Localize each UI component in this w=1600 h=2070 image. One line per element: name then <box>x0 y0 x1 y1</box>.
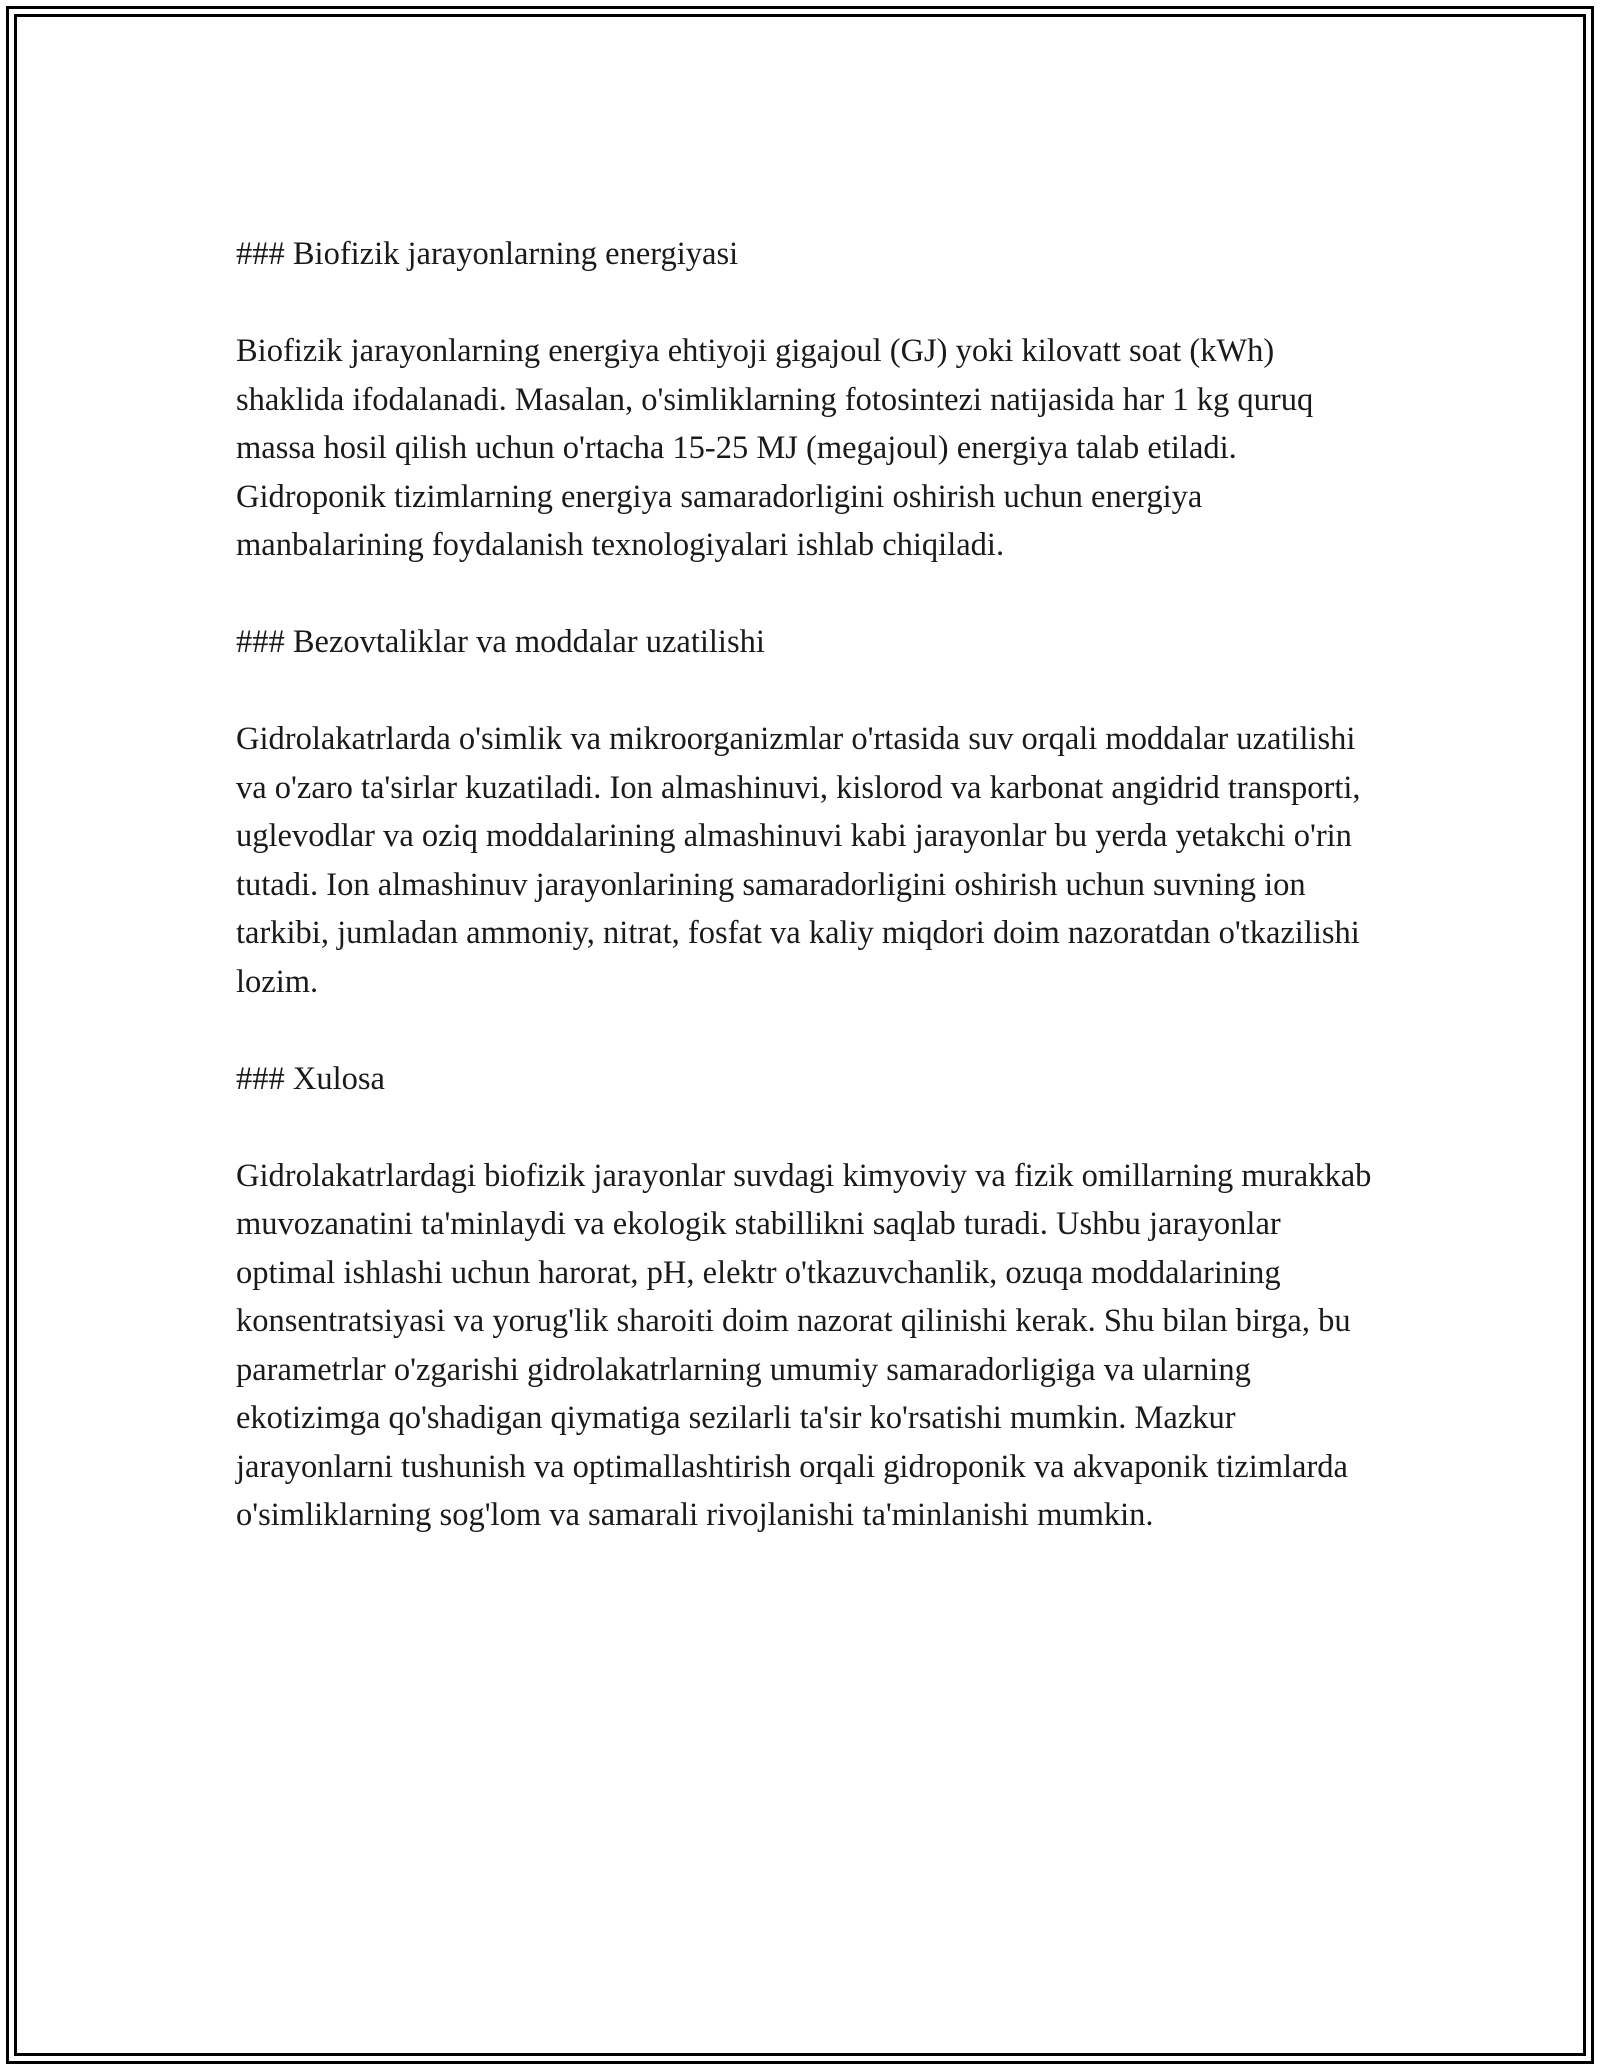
section-heading-conclusion: ### Xulosa <box>236 1060 385 1097</box>
section-paragraph-energy: Biofizik jarayonlarning energiya ehtiyoji gigajoul (GJ) yoki kilovatt soat (kWh) shaklida ifodalanadi. Masalan, o'simliklarning fotosintezi natijasida har 1 kg quruq massa hosil qilish uchun o'rtacha 15-25 MJ (megajoul) energiya talab etiladi. Gidroponik tizimlarning energiya samaradorligini oshirish uchun energiya manbalarining foydalanish texnologiyalari ishlab chiqiladi. <box>236 333 1314 563</box>
section-paragraph-transfer: Gidrolakatrlarda o'simlik va mikroorganizmlar o'rtasida suv orqali moddalar uzatilishi va o'zaro ta'sirlar kuzatiladi. Ion almashinuvi, kislorod va karbonat angidrid transporti, uglevodlar va oziq moddalarining almashinuvi kabi jarayonlar bu yerda yetakchi o'rin tutadi. Ion almashinuv jarayonlarining samaradorligini oshirish uchun suvning ion tarkibi, jumladan ammoniy, nitrat, fosfat va kaliy miqdori doim nazoratdan o'tkazilishi lozim. <box>236 721 1361 1000</box>
section-paragraph-conclusion: Gidrolakatrlardagi biofizik jarayonlar suvdagi kimyoviy va fizik omillarning murakkab muvozanatini ta'minlaydi va ekologik stabillikni saqlab turadi. Ushbu jarayonlar optimal ishlashi uchun harorat, pH, elektr o'tkazuvchanlik, ozuqa moddalarining konsentratsiyasi va yorug'lik sharoiti doim nazorat qilinishi kerak. Shu bilan birga, bu parametrlar o'zgarishi gidrolakatrlarning umumiy samaradorligiga va ularning ekotizimga qo'shadigan qiymatiga sezilarli ta'sir ko'rsatishi mumkin. Mazkur jarayonlarni tushunish va optimallashtirish orqali gidroponik va akvaponik tizimlarda o'simliklarning sog'lom va samarali rivojlanishi ta'minlanishi mumkin. <box>236 1157 1372 1533</box>
section-heading-energy: ### Biofizik jarayonlarning energiyasi <box>236 236 739 272</box>
section-heading-transfer: ### Bezovtaliklar va moddalar uzatilishi <box>236 624 765 660</box>
document-body <box>236 230 1376 1540</box>
